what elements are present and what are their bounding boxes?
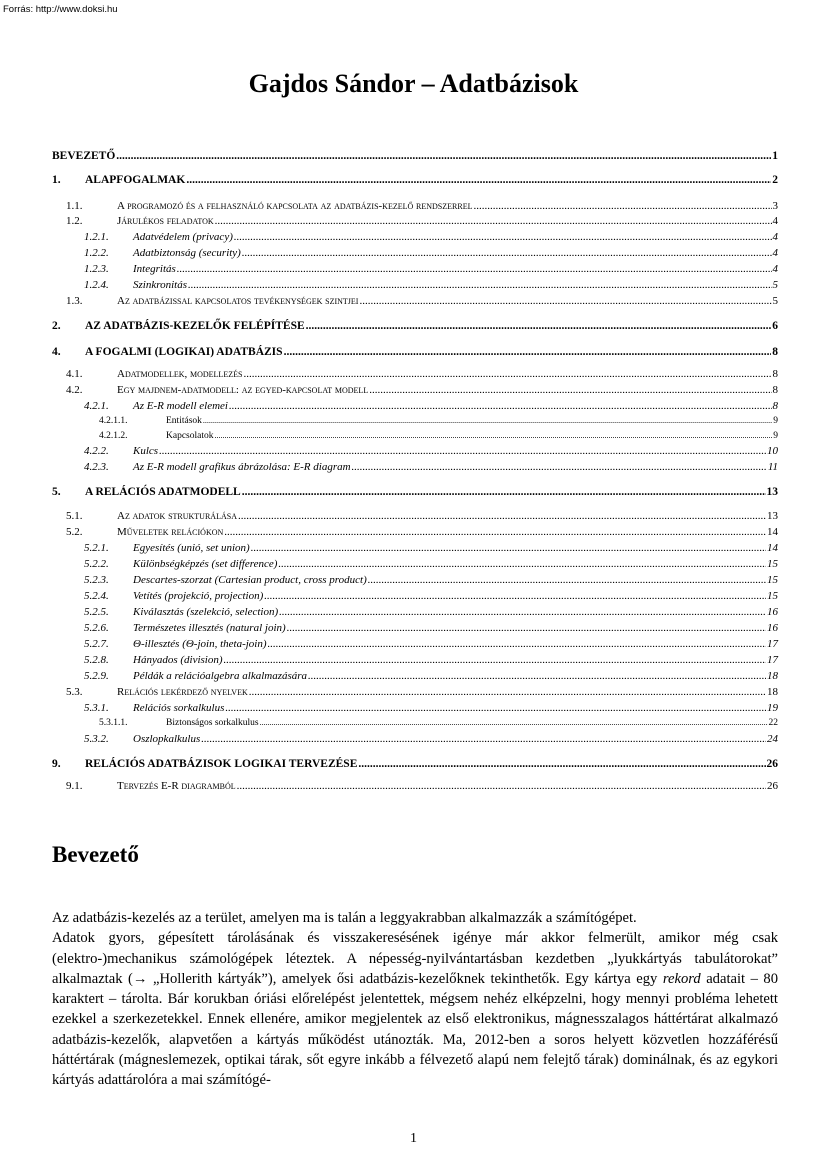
toc-leader-dots [306,319,772,333]
toc-entry-title: Egyesítés (unió, set union) [133,542,250,554]
toc-entry-number: 5.2.4. [84,590,109,602]
toc-entry-page: 9 [773,431,778,441]
toc-entry-title: A FOGALMI (LOGIKAI) ADATBÁZIS [85,346,283,358]
toc-entry[interactable] [52,573,778,587]
toc-entry-title: Járulékos feladatok [117,215,214,227]
toc-entry-title: Integritás [133,263,176,275]
toc-leader-dots [243,367,771,381]
toc-entry[interactable] [52,444,778,458]
toc-leader-dots [201,732,766,746]
toc-entry-number: 5. [52,486,61,498]
toc-entry[interactable] [52,732,778,746]
toc-entry-number: 5.2.7. [84,638,109,650]
toc-leader-dots [224,653,766,667]
toc-entry-title: Kapcsolatok [166,431,214,441]
toc-leader-dots [237,779,766,793]
toc-entry-page: 14 [767,526,778,538]
toc-entry-number: 4.2.1.2. [99,431,128,441]
toc-entry-title: Szinkronitás [133,279,187,291]
toc-leader-dots [279,605,766,619]
toc-entry-title: Tervezés E-R diagramból [117,780,236,792]
toc-entry[interactable] [52,278,778,292]
toc-leader-dots [368,573,766,587]
toc-entry-title: RELÁCIÓS ADATBÁZISOK LOGIKAI TERVEZÉSE [85,758,358,770]
toc-entry-page: 8 [772,346,778,358]
toc-entry[interactable] [52,319,778,333]
paragraph: Adatok gyors, gépesített tárolásának és visszakeresésének igénye már akkor felmerült, amikor még csak (elektro-)mechanikus számológépek léteztek. A népesség-nyilvántartásban kezdetben „lyukkártyás tabulátorokat” alkalmaztak (→ „Hollerith kártyák”), amelyek ősi adatbázis-kezelőknek tekinthetők. Egy kártya egy rekord adatait – 80 karaktert – tárolta. Bár korukban óriási előrelépést jelentettek, mégsem nehéz elképzelni, hogy mennyi probléma lehetett ezekkel a szerkezetekkel. Ennek ellenére, amikor megjelentek az első elektronikus, mágnesszalagos háttértárat alkalmazó adatbázis-kezelők, alapvetően a kártyás működést utánozták. Ma, 2012-ben a soros helyett közvetlen hozzáférésű háttértárak (mágneslemezek, optikai tárak, sőt egyre inkább a félvezető alapú nem felejtő tárak) dominálnak, és az egykori kártyás adattárolóra a mai számítógé- [52,930,778,1089]
toc-entry-title: Adatvédelem (privacy) [133,231,233,243]
toc-entry-page: 13 [767,510,778,522]
toc-leader-dots [215,429,773,443]
toc-leader-dots [188,278,772,292]
toc-entry-page: 26 [767,780,778,792]
toc-entry[interactable] [52,383,778,397]
toc-entry-page: 1 [772,150,778,162]
toc-entry-number: 5.3.1.1. [99,718,128,728]
toc-entry-page: 4 [772,215,778,227]
toc-entry-title: Az E-R modell elemei [133,400,228,412]
toc-leader-dots [287,621,766,635]
toc-entry-number: 5.2.2. [84,558,109,570]
toc-entry[interactable] [52,246,778,260]
toc-entry-page: 8 [772,384,778,396]
toc-entry[interactable] [52,345,778,359]
toc-entry[interactable] [52,525,778,539]
toc-entry[interactable] [52,429,778,443]
toc-entry-title: Példák a relációalgebra alkalmazására [133,670,308,682]
toc-entry-number: 5.2.3. [84,574,109,586]
toc-entry-page: 5 [772,295,778,307]
toc-entry-number: 4.2.2. [84,445,109,457]
toc-entry[interactable] [52,701,778,715]
toc-entry-page: 15 [767,558,778,570]
toc-entry-number: 4.2.1. [84,400,109,412]
toc-leader-dots [268,637,766,651]
paragraph: Az adatbázis-kezelés az a terület, amelyen ma is talán a leggyakrabban alkalmazzák a számítógépet. [52,910,637,926]
toc-entry-number: 5.1. [66,510,83,522]
toc-entry-number: 1.2.4. [84,279,109,291]
toc-entry-number: 4. [52,346,61,358]
toc-leader-dots [369,383,771,397]
toc-entry[interactable] [52,653,778,667]
toc-leader-dots [249,685,766,699]
toc-entry-page: 3 [772,200,778,212]
toc-leader-dots [215,214,772,228]
toc-entry[interactable] [52,214,778,228]
toc-entry-page: 8 [772,400,778,412]
toc-leader-dots [159,444,766,458]
toc-entry-title: BEVEZETŐ [52,150,116,162]
toc-entry-page: 8 [772,368,778,380]
toc-entry-number: 9.1. [66,780,83,792]
toc-entry-page: 16 [767,622,778,634]
toc-entry-page: 18 [767,670,778,682]
toc-entry[interactable] [52,557,778,571]
toc-entry-title: Különbségképzés (set difference) [133,558,278,570]
toc-entry-title: Az E-R modell grafikus ábrázolása: E-R diagram [133,461,351,473]
toc-entry-title: Kiválasztás (szelekció, selection) [133,606,279,618]
toc-entry-page: 6 [772,320,778,332]
toc-entry-number: 5.2. [66,526,83,538]
toc-entry[interactable] [52,685,778,699]
toc-leader-dots [308,669,766,683]
toc-leader-dots [177,262,772,276]
toc-entry-number: 1. [52,174,61,186]
toc-entry-title: Relációs sorkalkulus [133,702,225,714]
toc-entry[interactable] [52,716,778,730]
toc-entry-page: 5 [772,279,778,291]
toc-leader-dots [203,414,772,428]
toc-entry-title: Adatbiztonság (security) [133,247,241,259]
toc-entry[interactable] [52,621,778,635]
toc-entry-title: Relációs lekérdező nyelvek [117,686,248,698]
toc-entry-number: 4.2. [66,384,83,396]
toc-leader-dots [224,525,766,539]
toc-entry[interactable] [52,173,778,187]
toc-entry-page: 15 [767,574,778,586]
toc-entry[interactable] [52,399,778,413]
toc-entry-number: 1.2. [66,215,83,227]
toc-entry-title: Entitások [166,416,202,426]
toc-entry[interactable] [52,589,778,603]
toc-leader-dots [229,399,772,413]
toc-entry-number: 2. [52,320,61,332]
toc-entry[interactable] [52,294,778,308]
toc-entry-page: 26 [766,758,778,770]
toc-leader-dots [359,294,771,308]
toc-entry-number: 4.2.3. [84,461,109,473]
toc-leader-dots [225,701,766,715]
toc-entry[interactable] [52,149,778,163]
toc-entry[interactable] [52,605,778,619]
toc-leader-dots [473,199,771,213]
toc-entry-number: 4.1. [66,368,83,380]
toc-leader-dots [358,757,765,771]
toc-entry-title: A programozó és a felhasználó kapcsolata az adatbázis-kezelő rendszerrel [117,200,473,212]
toc-entry-page: 4 [772,247,778,259]
toc-entry-number: 5.2.8. [84,654,109,666]
body-text [52,908,778,1091]
toc-entry-number: 1.1. [66,200,83,212]
toc-leader-dots [264,589,766,603]
toc-entry-number: 5.3.2. [84,733,109,745]
toc-leader-dots [116,149,771,163]
toc-entry-number: 1.2.3. [84,263,109,275]
toc-entry-page: 2 [772,174,778,186]
toc-entry[interactable] [52,367,778,381]
toc-entry-page: 4 [772,231,778,243]
toc-entry[interactable] [52,485,778,499]
toc-entry-title: Egy majdnem-adatmodell: az egyed-kapcsolat modell [117,384,369,396]
toc-entry-title: Műveletek relációkon [117,526,224,538]
toc-entry-number: 5.2.5. [84,606,109,618]
toc-entry-number: 5.3. [66,686,83,698]
toc-entry-number: 5.3.1. [84,702,109,714]
toc-entry-page: 17 [767,638,778,650]
toc-leader-dots [278,557,766,571]
toc-leader-dots [242,485,766,499]
toc-entry-page: 11 [767,461,778,473]
toc-entry[interactable] [52,757,778,771]
toc-entry-title: A RELÁCIÓS ADATMODELL [85,486,241,498]
toc-entry-page: 16 [767,606,778,618]
toc-leader-dots [260,716,768,730]
toc-leader-dots [186,173,771,187]
toc-entry-title: Oszlopkalkulus [133,733,201,745]
toc-entry-page: 14 [767,542,778,554]
toc-entry-page: 15 [767,590,778,602]
toc-entry[interactable] [52,262,778,276]
toc-entry-page: 9 [773,416,778,426]
toc-entry-number: 1.2.2. [84,247,109,259]
toc-entry-page: 19 [767,702,778,714]
toc-entry-title: Descartes-szorzat (Cartesian product, cross product) [133,574,367,586]
toc-leader-dots [238,509,766,523]
toc-entry-title: Adatmodellek, modellezés [117,368,243,380]
toc-entry-number: 4.2.1.1. [99,416,128,426]
toc-entry-title: Kulcs [133,445,159,457]
toc-leader-dots [251,541,766,555]
toc-entry-number: 5.2.9. [84,670,109,682]
toc-entry[interactable] [52,414,778,428]
toc-entry[interactable] [52,637,778,651]
toc-entry-number: 1.2.1. [84,231,109,243]
toc-entry-page: 22 [768,718,778,728]
toc-entry-number: 1.3. [66,295,83,307]
source-watermark: Forrás: http://www.doksi.hu [3,4,118,15]
toc-entry-page: 10 [767,445,778,457]
section-heading: Bevezető [52,842,139,867]
toc-entry[interactable] [52,199,778,213]
toc-entry-number: 5.2.6. [84,622,109,634]
toc-entry-number: 9. [52,758,61,770]
toc-entry-number: 5.2.1. [84,542,109,554]
toc-entry[interactable] [52,460,778,474]
toc-entry-title: ALAPFOGALMAK [85,174,186,186]
page-number: 1 [410,1131,417,1146]
document-title: Gajdos Sándor – Adatbázisok [248,69,579,98]
toc-entry[interactable] [52,541,778,555]
toc-entry-title: Biztonságos sorkalkulus [166,718,259,728]
toc-leader-dots [284,345,772,359]
toc-entry-page: 24 [767,733,778,745]
toc-entry-title: Hányados (division) [133,654,223,666]
toc-entry[interactable] [52,669,778,683]
toc-entry-title: Θ-illesztés (Θ-join, theta-join) [133,638,267,650]
toc-entry[interactable] [52,509,778,523]
toc-entry-page: 17 [767,654,778,666]
toc-entry[interactable] [52,779,778,793]
toc-entry-title: Természetes illesztés (natural join) [133,622,286,634]
toc-entry-page: 13 [766,486,778,498]
toc-entry-page: 18 [767,686,778,698]
toc-leader-dots [352,460,767,474]
toc-entry-title: Az adatok strukturálása [117,510,237,522]
toc-leader-dots [242,246,772,260]
toc-entry-title: AZ ADATBÁZIS-KEZELŐK FELÉPÍTÉSE [85,320,305,332]
toc-entry-title: Az adatbázissal kapcsolatos tevékenységek szintjei [117,295,359,307]
toc-leader-dots [234,230,772,244]
toc-entry[interactable] [52,230,778,244]
toc-entry-title: Vetítés (projekció, projection) [133,590,264,602]
toc-entry-page: 4 [772,263,778,275]
